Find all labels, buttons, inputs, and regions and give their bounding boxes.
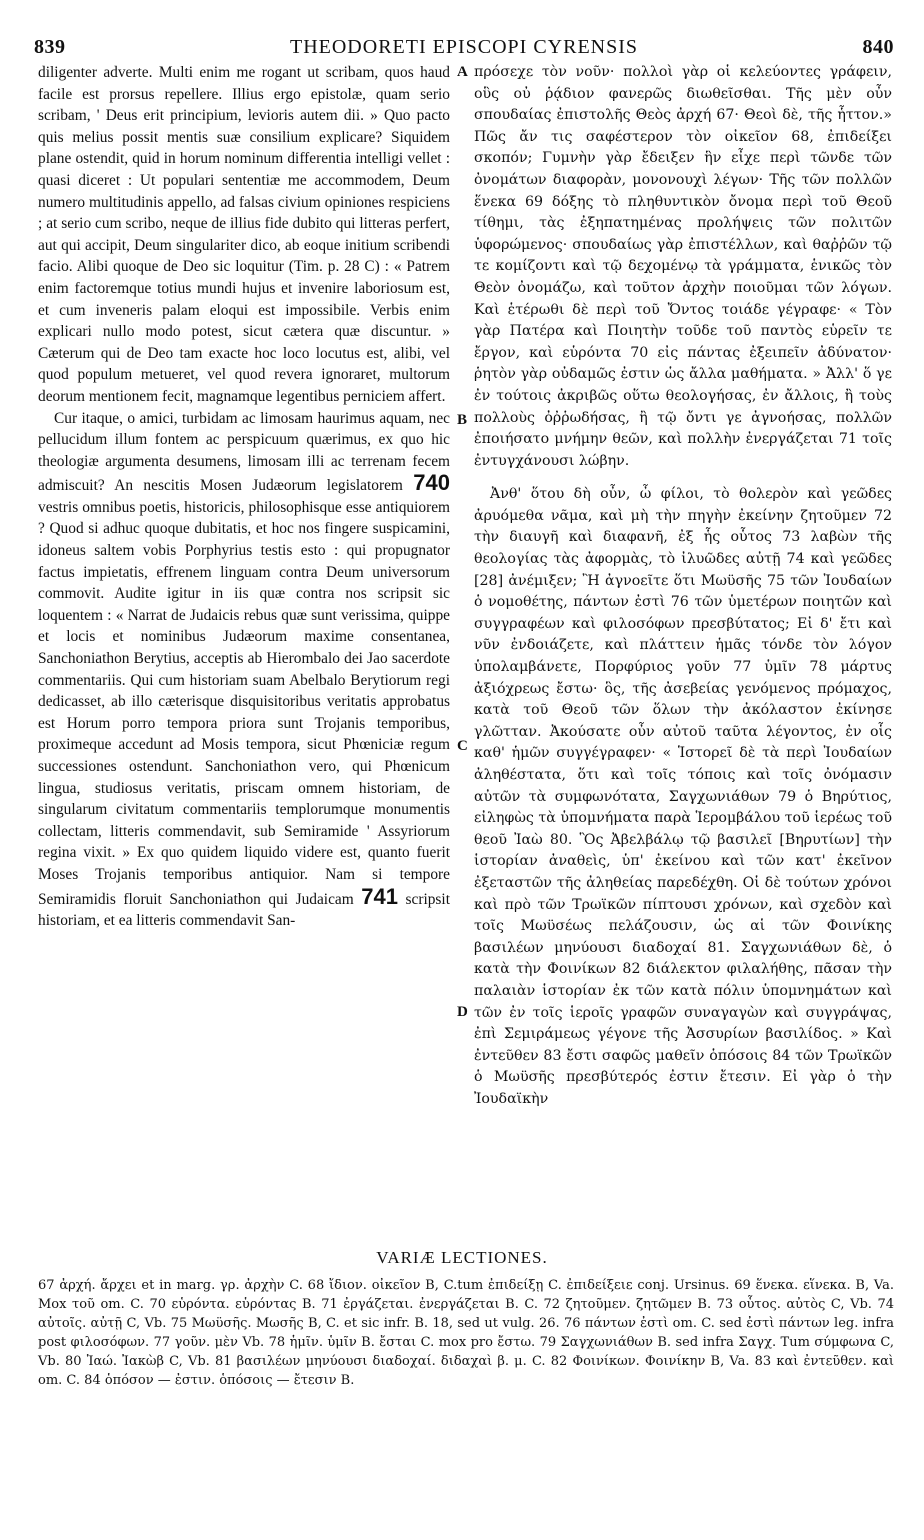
running-title: THEODORETI EPISCOPI CYRENSIS xyxy=(289,36,639,58)
column-number-740: 740 xyxy=(413,470,450,496)
page-header xyxy=(34,36,894,62)
latin-paragraph-2c: scripsit historiam, et ea litteris commendavit San- xyxy=(38,890,450,930)
variae-lectiones-title: VARIÆ LECTIONES. xyxy=(376,1248,548,1267)
greek-paragraph-2: Ἀνθ' ὅτου δὴ οὖν, ὦ φίλοι, τὸ θολερὸν καὶ γεῶδες ἀρυόμεθα νᾶμα, καὶ μὴ τὴν πηγὴν ἐκείνην ζητοῦμεν 72 τὴν διαυγῆ καὶ διαφανῆ, ἐξ ἧς οὗτος 73 λαβὼν τῆς θεολογίας τὰς ἀφορμὰς, τὸ ἰλυῶδες αὐτῇ 74 καὶ γεῶδες [28] ἀνέμιξεν; Ἢ ἀγνοεῖτε ὅτι Μωϋσῆς 75 τῶν Ἰουδαίων ὁ νομοθέτης, πάντων ἐστὶ 76 τῶν ὑμετέρων ποιητῶν καὶ συγγραφέων καὶ φιλοσόφων πρεσβύτατος; Εἰ δ' ἔτι καὶ νῦν ἐνδοιάζετε, καὶ πλάττειν ἡμᾶς τόνδε τὸν λόγον ὑπολαμβάνετε, Πορφύριος γοῦν 77 ὑμῖν 78 μάρτυς ἀξιόχρεως ἔστω· ὃς, τῆς ἀσεβείας γενόμενος πρόμαχος, κατὰ τοῦ Θεοῦ τῶν ὅλων τὴν ἀκόλαστον ἐκίνησε γλῶτταν. Ἀκούσατε οὖν αὐτοῦ ταῦτα λέγοντος, ἐν οἷς καθ' ἡμῶν συγγέγραφεν· « Ἱστορεῖ δὲ τὰ περὶ Ἰουδαίων ἀληθέστατα, ὅτι καὶ τοῖς τόποις καὶ τοῖς ὀνόμασιν αὐτῶν τὰ συμφωνότατα, Σαγχωνιάθων 79 ὁ Βηρύτιος, εἰληφὼς τὰ ὑπομνήματα παρὰ Ἱερομβάλου τοῦ ἱερέως τοῦ θεοῦ Ἰαὼ 80. Ὃς Ἀβελβάλῳ τῷ βασιλεῖ [Βηρυτίων] τὴν ἱστορίαν ἀναθεὶς, ὑπ' ἐκείνου καὶ τῶν κατ' ἐκεῖνον ἐξεταστῶν τῆς ἀληθείας παρεδέχθη. Οἱ δὲ τούτων χρόνοι καὶ πρὸ τῶν Τρωϊκῶν πίπτουσι χρόνων, καὶ σχεδὸν καὶ τοῖς Μωϋσέως πελάζουσιν, ὡς αἱ τῶν Φοινίκης βασιλέων μηνύουσι διαδοχαί 81. Σαγχωνιάθων δὲ, ὁ κατὰ τὴν Φοινίκων 82 διάλεκτον φιλαλήθης, πᾶσαν τὴν παλαιὰν ἱστορίαν ἐκ τῶν κατὰ πόλιν ὑπομνημάτων καὶ τῶν ἐν τοῖς ἱεροῖς γραφῶν συναγαγὼν καὶ συγγράψας, ἐπὶ Σεμιράμεως γέγονε τῆς Ἀσσυρίων βασιλίδος. » Καὶ ἐντεῦθεν 83 ἔστι σαφῶς μαθεῖν ὁπόσοις 84 τῶν Τρωϊκῶν ὁ Μωϋσῆς πρεσβύτερός ἐστιν ἔτεσιν. Εἰ γὰρ ὁ τὴν Ἰουδαϊκὴν xyxy=(474,486,892,1107)
latin-column xyxy=(38,62,450,932)
section-marker-c: C xyxy=(457,738,468,754)
left-page-number: 839 xyxy=(34,36,66,58)
greek-paragraph-1: πρόσεχε τὸν νοῦν· πολλοὶ γὰρ οἱ κελεύοντες γράφειν, οὓς οὐ ῥᾴδιον φανερῶς διωθεῖσθαι. Τῆς μὲν οὖν σπουδαίας ἐπιστολῆς Θεὸς ἀρχή 67· Θεοὶ δὲ, τῆς ἧττον.» Πῶς ἄν τις σαφέστερον τὸν οἰκεῖον 68, ἐπιδείξει σκοπόν; Γυμνὴν γὰρ ἔδειξεν ἣν εἶχε περὶ τῶνδε τῶν ὀνομάτων διαφορὰν, μονονουχὶ λέγων· Τῆς τῶν πολλῶν ἕνεκα 69 δόξης τὸ πληθυντικὸν ὄνομα περὶ τοῦ Θεοῦ τίθημι, τὰς ἐξηπατημένας προλήψεις τῶν πολιτῶν ὑφορώμενος· σπουδαίως γὰρ ἐπιστέλλων, καὶ θαῤῥῶν τῷ τε κομίζοντι καὶ τῷ δεχομένῳ τὰ γράμματα, ἑνικῶς τὸν Θεὸν ὀνομάζω, καὶ τοῦτον ἀρχὴν ποιοῦμαι τῶν λόγων. Καὶ ἑτέρωθι δὲ περὶ τοῦ Ὄντος τοιάδε γέγραφε· « Τὸν γὰρ Πατέρα καὶ Ποιητὴν τοῦδε τοῦ παντὸς εὑρεῖν τε ἔργον, καὶ εὑρόντα 70 εἰς πάντας ἐξειπεῖν ἀδύνατον· ῥητὸν γὰρ οὐδαμῶς ἐστιν ὡς ἄλλα μαθήματα. » Ἀλλ' ὅ γε ἐν τούτοις ἀκριβῶς οὕτω θεολογήσας, ἐν ἄλλοις, ἢ τοὺς πολλοὺς ὀῤῥωδήσας, ἢ τῷ ὄντι γε ἀγνοήσας, πολλῶν ἐποιήσατο μνήμην θεῶν, καὶ πολλὴν ἐνεργάζεται 71 τοῖς ἐντυγχάνουσι λώβην. xyxy=(474,64,892,469)
right-page-number: 840 xyxy=(862,36,894,58)
column-number-741: 741 xyxy=(361,883,398,909)
latin-paragraph-1: diligenter adverte. Multi enim me rogant ut scribam, quos haud facile est prorsus repellere. Illius ergo epistolæ, quam serio scribam, ' Deus erit principium, levioris autem dii. » Quo pacto quis melius possit mentis suæ consilium explicare? Siquidem plane ostendit, quid in horum nominum differentia intelligi vellet : quasi diceret : Ut populari sententiæ me accommodem, Deum numero multitudinis appello, ad falsas civium opiniones respiciens ; at serio cum scribo, neque de illius fide dubito qui litteras perfert, aut qui accipit, Deum singulariter dico, ab eoque initium scribendi facio. Alibi quoque de Deo sic loquitur (Tim. p. 28 C) : « Patrem enim factoremque totius mundi hujus et invenire laboriosum est, et cum inveneris palam eloqui est impossibile. Verbis enim explicari nullo modo potest, sicut cætera quæ discuntur. » Cæterum qui de Deo tam exacte hoc loco locutus est, alibi, vel quod populum metueret, vel quod revera ignoraret, multorum deorum mentionem fecit, magnamque legentibus perniciem affert. xyxy=(38,64,450,405)
section-marker-b: B xyxy=(457,412,468,428)
latin-paragraph-2 xyxy=(38,408,450,932)
latin-paragraph-2a: Cur itaque, o amici, turbidam ac limosam haurimus aquam, nec pellucidum illum fontem ac perspicuum quærimus, ex quo hic theologiæ argumenta desumens, limosam illi ac terrenam fecem admiscuit? An nescitis Mosen Judæorum legislatorem xyxy=(38,409,450,495)
section-marker-d: D xyxy=(457,1004,468,1020)
latin-paragraph-2b: vestris omnibus poetis, historicis, philosophisque esse antiquiorem ? Quod si adhuc quoque dubitatis, et hoc nos fingere suspicamini, idoneus saltem vobis Porphyrius testis esto : qui propugnator factus impietatis, effrenem linguam contra Deum universorum commovit. Audite igitur in iis quæ contra nos scripsit sic loquentem : « Narrat de Judaicis rebus quæ sunt verissima, quippe et locis et nominibus Judæorum maxime consentanea, Sanchoniathon Berytius, acceptis ab Hierombalo dei Jao sacerdote commentariis. Qui cum historiam suam Abelbalo Berytiorum regi dedicasset, ab illo cæterisque disquisitoribus veritatis approbatus est Horum porro tempora priora sunt Trojanis temporibus, proximeque accedunt ad Mosis tempora, sicut Phœniciæ regum successiones ostendunt. Sanchoniathon vero, qui Phœnicum lingua, studiosus veritatis, priscam omnem historiam, de singularum civitatum commentariis templorumque monumentis collectam, litteris commendavit, sub Semiramide ' Assyriorum regina vixit. » Ex quo quidem liquido videre est, quanto fuerit Moses Trojanis temporibus antiquior. Nam si tempore Semiramidis floruit Sanchoniathon qui Judaicam xyxy=(38,498,450,908)
section-marker-a: A xyxy=(457,64,468,80)
greek-column xyxy=(474,62,892,1111)
variae-lectiones-notes: 67 ἀρχή. ἄρχει et in marg. γρ. ἀρχὴν C. 68 ἴδιον. οἰκεῖον B, C.tum ἐπιδείξῃ C. ἐπιδείξειε conj. Ursinus. 69 ἕνεκα. εἵνεκα. B, Va. Mox τοῦ om. C. 70 εὑρόντα. εὑρόντας B. 71 ἐργάζεται. ἐνεργάζεται B. C. 72 ζητοῦμεν. ζητῶμεν B. 73 οὗτος. αὐτὸς C, Vb. 74 αὐτοῖς. αὐτῇ C, Vb. 75 Μωϋσῆς. Μωσῆς B, C. et sic infr. B. 18, sed ut vulg. 26. 76 πάντων ἐστὶ om. C. sed ἐστὶ πάντων leg. infra post φιλοσόφων. 77 γοῦν. μὲν Vb. 78 ἡμῖν. ὑμῖν B. ἔσται C. mox pro ἔστω. 79 Σαγχωνιάθων B. sed infra Σαγχ. Tum σύμφωνα C, Vb. 80 Ἰαώ. Ἰακὼβ C, Vb. 81 βασιλέων μηνύουσι διαδοχαί. διδαχαὶ β. μ. C. 82 Φοινίκων. Φοινίκην B, Va. 83 καὶ ἐντεῦθεν. καὶ om. C. 84 ὁπόσον — ἐστιν. ὁπόσοις — ἔτεσιν B. xyxy=(38,1278,894,1388)
